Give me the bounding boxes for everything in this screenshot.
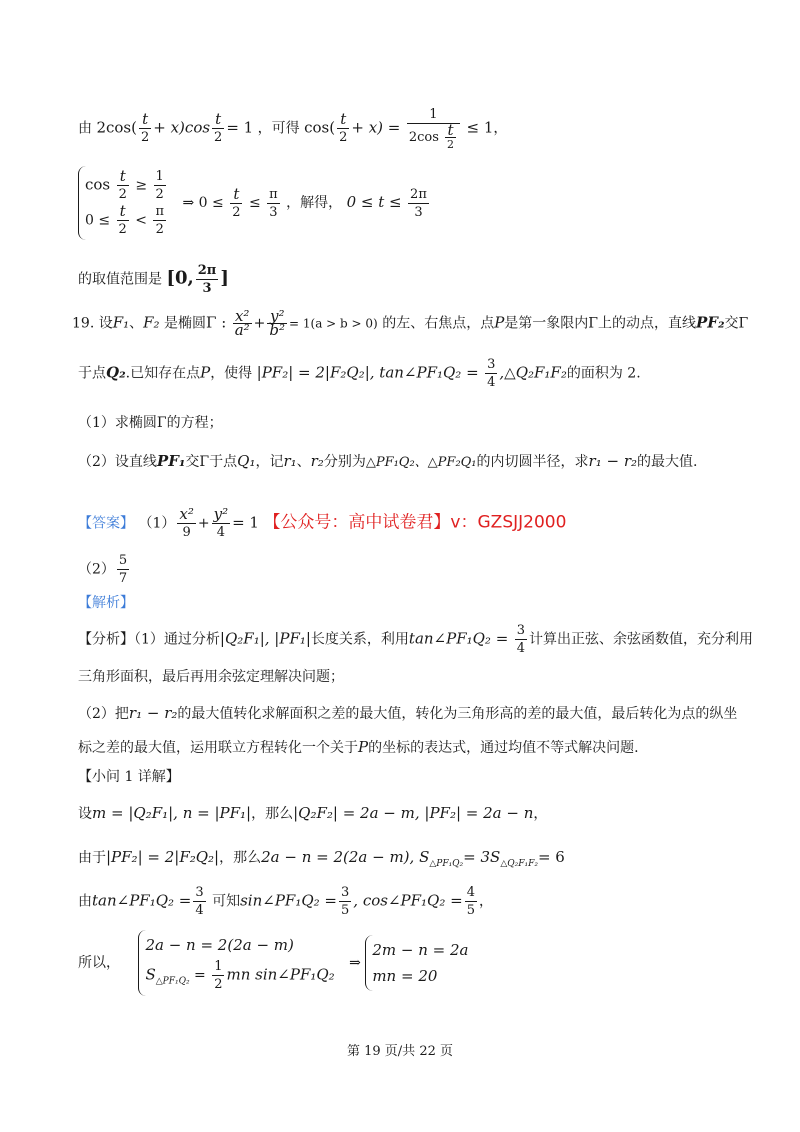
inequality-system: cos $\frac{t}{2}$ ≥ $\frac{1}{2}$ 0 ≤ $\frac{t}{2}$ < $\frac{\pi}{2}$ ⇒ 0 ≤ $\frac{t}{2}$ ≤ $\frac{\pi}{3}$ ，解得， 0 ≤ t ≤ $\frac{2\pi}{3}$ (78, 166, 740, 240)
equation-line-1: 由 2cos( $\frac{t}{2}$ + x)cos $\frac{t}{2}$ = 1 ，可得 cos( $\frac{t}{2}$ + x) = 1 2cos $\frac{t}{2}$ ≤ 1， (78, 107, 508, 151)
question-19: 19. 设F₁、F₂ 是椭圆Γ : $\frac{\text{x²}}{\text{a²}}$ + $\frac{\text{y²}}{\text{b²}}$ = 1(a > b > 0) 的左、右焦点，点P是第一象限内Γ上的动点，直线PF₂交Γ (72, 307, 749, 339)
fenxi-line-2: 三角形面积，最后再用余弦定理解决问题； (78, 669, 344, 685)
part-1-question: （1）求椭圆Γ的方程； (78, 415, 223, 431)
fenxi-line-1: 【分析】（1）通过分析|Q₂F₁|, |PF₁|长度关系，利用tan∠PF₁Q₂ = $\frac{3}{4}$ 计算出正弦、余弦函数值，充分利用 (78, 623, 754, 656)
since-line: 由于|PF₂| = 2|F₂Q₂|，那么2a − n = 2(2a − m), $S_{\triangle PF_1Q_2}= 3S_{\triangle Q_2F_1F_2}= 6$ (78, 848, 565, 869)
analysis-tag-line (78, 592, 740, 614)
so-line: 所以， 2a − n = 2(2a − m) $S_{\triangle PF_1Q_2}$ = $\frac{1}{2}$ mn sin∠PF₁Q₂ ⇒ 2m − n = 2a mn = 20 (78, 930, 740, 996)
page-footer: 第 19 页/共 22 页 (347, 1044, 453, 1059)
answer-tag: 【答案】 (78, 515, 134, 532)
analysis-tag: 【解析】 (78, 595, 134, 611)
answer-line-1: 【答案】 （1） $\frac{\text{x²}}{9}$ + $\frac{\text{y²}}{4}$ = 1 【公众号：高中试卷君】v：GZSJJ2000 (78, 505, 567, 540)
sub-question-1-heading: 【小问 1 详解】 (78, 769, 180, 785)
answer-line-2: （2） $\frac{5}{7}$ (78, 553, 128, 586)
part-2-question: （2）设直线PF₁交Γ于点Q₁，记r₁、r₂分别为△PF₁Q₂、△PF₂Q₁的内切圆半径，求r₁ − r₂的最大值. (78, 452, 698, 470)
fenxi-line-3: （2）把r₁ − r₂的最大值转化求解面积之差的最大值，转化为三角形高的差的最大值，最后转化为点的纵坐 (78, 704, 738, 722)
set-line: 设m = |Q₂F₁|, n = |PF₁|，那么|Q₂F₂| = 2a − m, |PF₂| = 2a − n， (78, 804, 548, 822)
range-line: 的取值范围是 [0, $\frac{2\pi}{3}$ ] (78, 263, 229, 296)
text: 由 (78, 120, 92, 137)
tan-line: 由tan∠PF₁Q₂ = $\frac{3}{4}$ 可知sin∠PF₁Q₂ = $\frac{3}{5}$ , cos∠PF₁Q₂ = $\frac{4}{5}$ ， (78, 885, 493, 918)
question-19-line-2: 于点Q₂.已知存在点P，使得 |PF₂| = 2|F₂Q₂|, tan∠PF₁Q₂ = $\frac{3}{4}$ ,△Q₂F₁F₂的面积为 2. (78, 357, 641, 390)
fenxi-line-4: 标之差的最大值，运用联立方程转化一个关于P的坐标的表达式，通过均值不等式解决问题. (78, 738, 639, 756)
promo-watermark-text: 【公众号：高中试卷君】v：GZSJJ2000 (263, 512, 567, 533)
